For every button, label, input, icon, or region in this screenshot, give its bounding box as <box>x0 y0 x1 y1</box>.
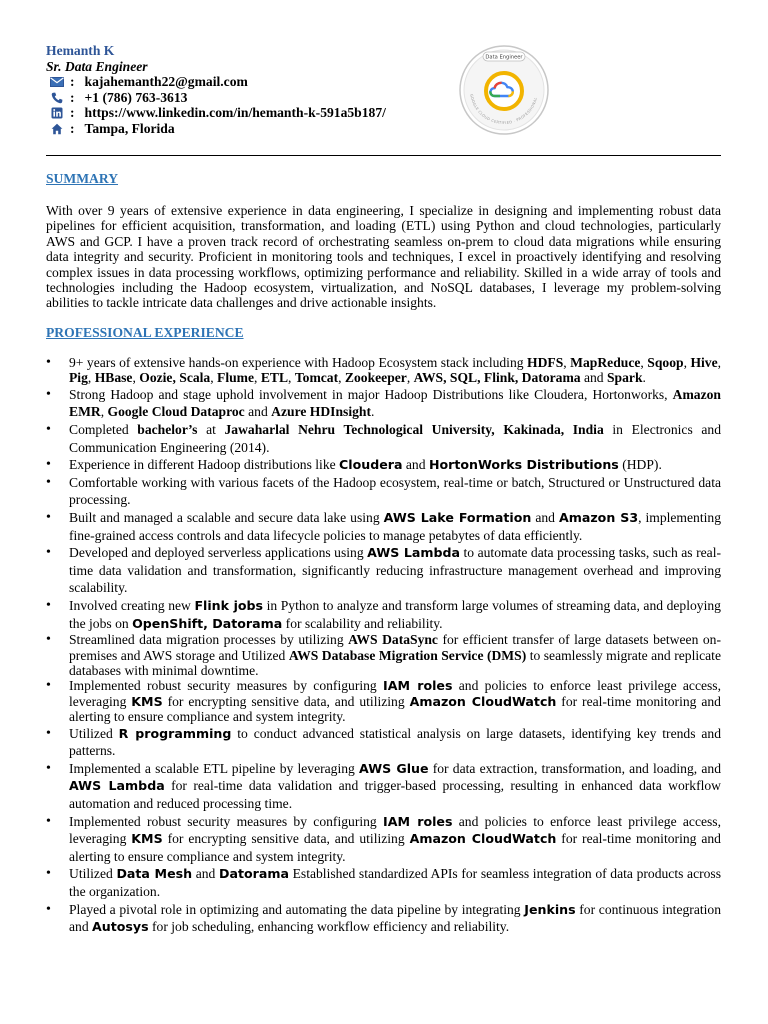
bullet-keyword: bachelor’s <box>137 422 198 437</box>
bullet-text: , <box>563 355 571 370</box>
bullet-text: for encrypting sensitive data, and utilizing <box>162 693 410 709</box>
bullet-text: Strong Hadoop and stage uphold involvement in major Hadoop Distributions like Cloudera, Hortonworks, <box>69 386 673 402</box>
bullet-keyword: AWS Lake Formation <box>383 509 532 525</box>
bullet-keyword: Amazon CloudWatch <box>409 693 557 709</box>
bullet-text: , <box>254 370 261 386</box>
bullet-keyword: Spark <box>607 370 643 386</box>
experience-bullet <box>46 544 721 597</box>
bullet-keyword: Sqoop <box>647 355 684 370</box>
bullet-text: Implemented robust security measures by configuring <box>69 813 384 829</box>
bullet-text: for data extraction, transformation, and loading, and <box>428 760 721 776</box>
bullet-keyword: IAM roles <box>383 813 453 829</box>
experience-bullet <box>46 597 721 632</box>
bullet-text: Utilized <box>69 725 119 741</box>
header-divider <box>46 155 721 156</box>
bullet-keyword: Google Cloud Dataproc <box>107 404 245 420</box>
summary-heading: SUMMARY <box>46 171 119 186</box>
bullet-text: Streamlined data migration processes by utilizing <box>69 632 349 648</box>
bullet-keyword: Jawaharlal Nehru Technological University, Kakinada, India <box>224 422 604 437</box>
candidate-name: Hemanth K <box>46 43 115 58</box>
experience-bullet <box>46 813 721 866</box>
phone-row <box>46 90 446 106</box>
bullet-text: for encrypting sensitive data, and utilizing <box>162 831 410 847</box>
gcp-certification-badge <box>456 44 552 136</box>
experience-bullet <box>46 421 721 456</box>
linkedin-row <box>46 105 446 121</box>
bullet-keyword: R programming <box>118 725 232 741</box>
bullet-text: Established standardized APIs for seamless integration of data products across the organization. <box>69 866 722 899</box>
bullet-keyword: Cloudera <box>339 457 403 473</box>
bullet-text: and <box>192 866 219 882</box>
summary-paragraph: With over 9 years of extensive experience in data engineering, I specialize in designing and implementing robust data pipelines for efficient acquisition, transformation, and loading (ETL) using Python and cloud technologies, particularly AWS and GCP. I have a proven track record of orchestrating seamless on-prem to cloud data migrations while ensuring data integrity and security. Proficient in monitoring tools and techniques, I excel in proactively identifying and resolving complex issues in data processing workflows, optimizing performance and reliability. Skilled in a wide array of tools and technologies including the Hadoop ecosystem, virtualization, and NoSQL databases, I leverage my problem-solving abilities to tackle intricate data challenges and drive actionable insights. <box>46 203 721 311</box>
bullet-keyword: OpenShift, Datorama <box>132 615 283 631</box>
phone-separator: : <box>70 89 75 105</box>
email-separator: : <box>70 74 75 90</box>
bullet-text: and <box>244 404 272 420</box>
bullet-keyword: AWS Glue <box>359 760 429 776</box>
bullet-text: and policies to enforce least privilege access, leveraging <box>69 678 721 709</box>
bullet-text: , <box>87 370 95 386</box>
bullet-keyword: HDFS <box>527 355 564 370</box>
bullet-text: . <box>642 370 646 386</box>
linkedin-separator: : <box>70 105 75 121</box>
bullet-keyword: HBase <box>94 370 133 386</box>
bullet-text: and <box>531 509 559 525</box>
bullet-text: and policies to enforce least privilege access, leveraging <box>69 813 721 847</box>
email-icon <box>46 77 68 87</box>
bullet-text: Implemented robust security measures by configuring <box>69 678 384 694</box>
bullet-text: , <box>406 370 414 386</box>
bullet-text: and <box>402 457 429 473</box>
bullet-keyword: Datorama <box>219 866 289 882</box>
bullet-text: Played a pivotal role in optimizing and automating the data pipeline by integrating <box>69 901 525 917</box>
bullet-keyword: KMS <box>131 693 163 709</box>
experience-bullet <box>46 355 721 386</box>
bullet-keyword: HortonWorks Distributions <box>428 457 619 473</box>
bullet-text: . <box>370 404 375 420</box>
bullet-text: Developed and deployed serverless applications using <box>69 545 368 561</box>
bullet-text: Experience in different Hadoop distributions like <box>69 457 340 473</box>
location-row <box>46 121 446 137</box>
bullet-text: , <box>132 370 140 386</box>
badge-title: Data Engineer <box>485 54 523 61</box>
experience-bullet <box>46 760 721 813</box>
bullet-text: Utilized <box>69 866 117 882</box>
phone-icon <box>46 92 68 104</box>
location-value: Tampa, Florida <box>84 120 175 136</box>
experience-bullet <box>46 509 721 544</box>
bullet-keyword: IAM roles <box>383 678 453 694</box>
bullet-keyword: Pig <box>69 370 88 386</box>
email-row <box>46 74 446 90</box>
bullet-keyword: Amazon EMR <box>69 386 721 420</box>
bullet-keyword: AWS Lambda <box>367 545 460 561</box>
experience-bullet <box>46 901 721 936</box>
bullet-text: , <box>640 355 648 370</box>
linkedin-value[interactable]: https://www.linkedin.com/in/hemanth-k-591a5b187/ <box>84 105 386 121</box>
bullet-text: to seamlessly migrate and replicate databases with minimal downtime. <box>69 647 721 678</box>
bullet-text: Comfortable working with various facets of the Hadoop ecosystem, real-time or batch, Structured or Unstructured data processing. <box>69 474 721 508</box>
bullet-keyword: Amazon CloudWatch <box>409 831 557 847</box>
bullet-keyword: Data Mesh <box>116 866 193 882</box>
bullet-text: , <box>683 355 691 370</box>
experience-list <box>46 355 721 936</box>
bullet-text: for job scheduling, enhancing workflow efficiency and reliability. <box>148 919 510 935</box>
experience-bullet <box>46 456 721 474</box>
location-separator: : <box>70 120 75 136</box>
bullet-keyword: AWS DataSync <box>348 632 438 648</box>
bullet-text: , <box>210 370 218 386</box>
bullet-keyword: AWS, SQL, Flink, Datorama <box>413 370 581 386</box>
bullet-keyword: Hive <box>690 355 718 370</box>
bullet-keyword: Tomcat <box>294 370 339 386</box>
bullet-keyword: AWS Lambda <box>69 778 165 794</box>
bullet-text: , <box>338 370 345 386</box>
bullet-text: for real-time data validation and trigger-based processing, resulting in enhanced data workflow automation and reduced processing time. <box>69 778 721 811</box>
bullet-keyword: Azure HDInsight <box>271 404 371 420</box>
bullet-text: Involved creating new <box>69 597 195 613</box>
experience-bullet <box>46 386 721 421</box>
bullet-text: 9+ years of extensive hands-on experience with Hadoop Ecosystem stack including <box>69 355 528 370</box>
bullet-keyword: Zookeeper <box>344 370 407 386</box>
bullet-keyword: Flink jobs <box>194 597 264 613</box>
bullet-keyword: KMS <box>131 831 163 847</box>
bullet-keyword: Jenkins <box>524 901 576 917</box>
experience-heading: PROFESSIONAL EXPERIENCE <box>46 325 244 340</box>
bullet-text: Implemented a scalable ETL pipeline by leveraging <box>69 760 360 776</box>
bullet-text: in Python to analyze and transform large volumes of streaming data, and deploying the jobs on <box>69 597 721 631</box>
experience-bullet <box>46 865 721 900</box>
bullet-text: for continuous integration and <box>69 901 721 935</box>
contact-header <box>46 43 446 137</box>
bullet-text: for scalability and reliability. <box>282 615 443 631</box>
bullet-text: for efficient transfer of large datasets between on-premises and AWS storage and Utilized <box>69 632 721 663</box>
badge-arc-text: GOOGLE CLOUD CERTIFIED · PROFESSIONAL <box>469 93 539 125</box>
bullet-text: , implementing fine-grained access controls and data lifecycle policies to manage petabytes of data efficiently. <box>69 509 721 543</box>
job-title: Sr. Data Engineer <box>46 58 148 74</box>
bullet-text: to automate data processing tasks, such as real-time data validation and transformation, significantly reducing infrastructure management overhead and improving scalability. <box>69 545 722 596</box>
bullet-text: for real-time monitoring and alerting to ensure compliance and system integrity. <box>69 831 721 864</box>
bullet-text: in Electronics and Communication Engineering (2014). <box>69 422 721 455</box>
home-icon <box>46 123 68 135</box>
experience-bullet <box>46 725 721 760</box>
phone-value[interactable]: +1 (786) 763-3613 <box>84 89 188 105</box>
bullet-keyword: Oozie, Scala <box>139 370 211 386</box>
experience-bullet <box>46 474 721 509</box>
bullet-text: , <box>288 370 295 386</box>
bullet-keyword: Autosys <box>92 919 149 935</box>
bullet-text: , <box>100 404 108 420</box>
bullet-text: (HDP). <box>618 457 662 473</box>
experience-bullet <box>46 632 721 678</box>
bullet-keyword: Flume <box>217 370 255 386</box>
bullet-text: to conduct advanced statistical analysis on large datasets, identifying key trends and patterns. <box>69 725 721 759</box>
bullet-text: , <box>717 355 722 370</box>
email-value[interactable]: kajahemanth22@gmail.com <box>84 74 248 90</box>
bullet-text: Completed <box>69 422 138 437</box>
bullet-text: Built and managed a scalable and secure data lake using <box>69 509 384 525</box>
bullet-keyword: AWS Database Migration Service (DMS) <box>288 647 527 663</box>
bullet-keyword: MapReduce <box>570 355 641 370</box>
bullet-text: and <box>580 370 607 386</box>
bullet-text: for real-time monitoring and alerting to ensure compliance and system integrity. <box>69 693 721 725</box>
linkedin-icon <box>46 107 68 119</box>
experience-bullet <box>46 678 721 724</box>
bullet-text: at <box>197 422 225 437</box>
bullet-keyword: ETL <box>260 370 289 386</box>
bullet-keyword: Amazon S3 <box>558 509 639 525</box>
